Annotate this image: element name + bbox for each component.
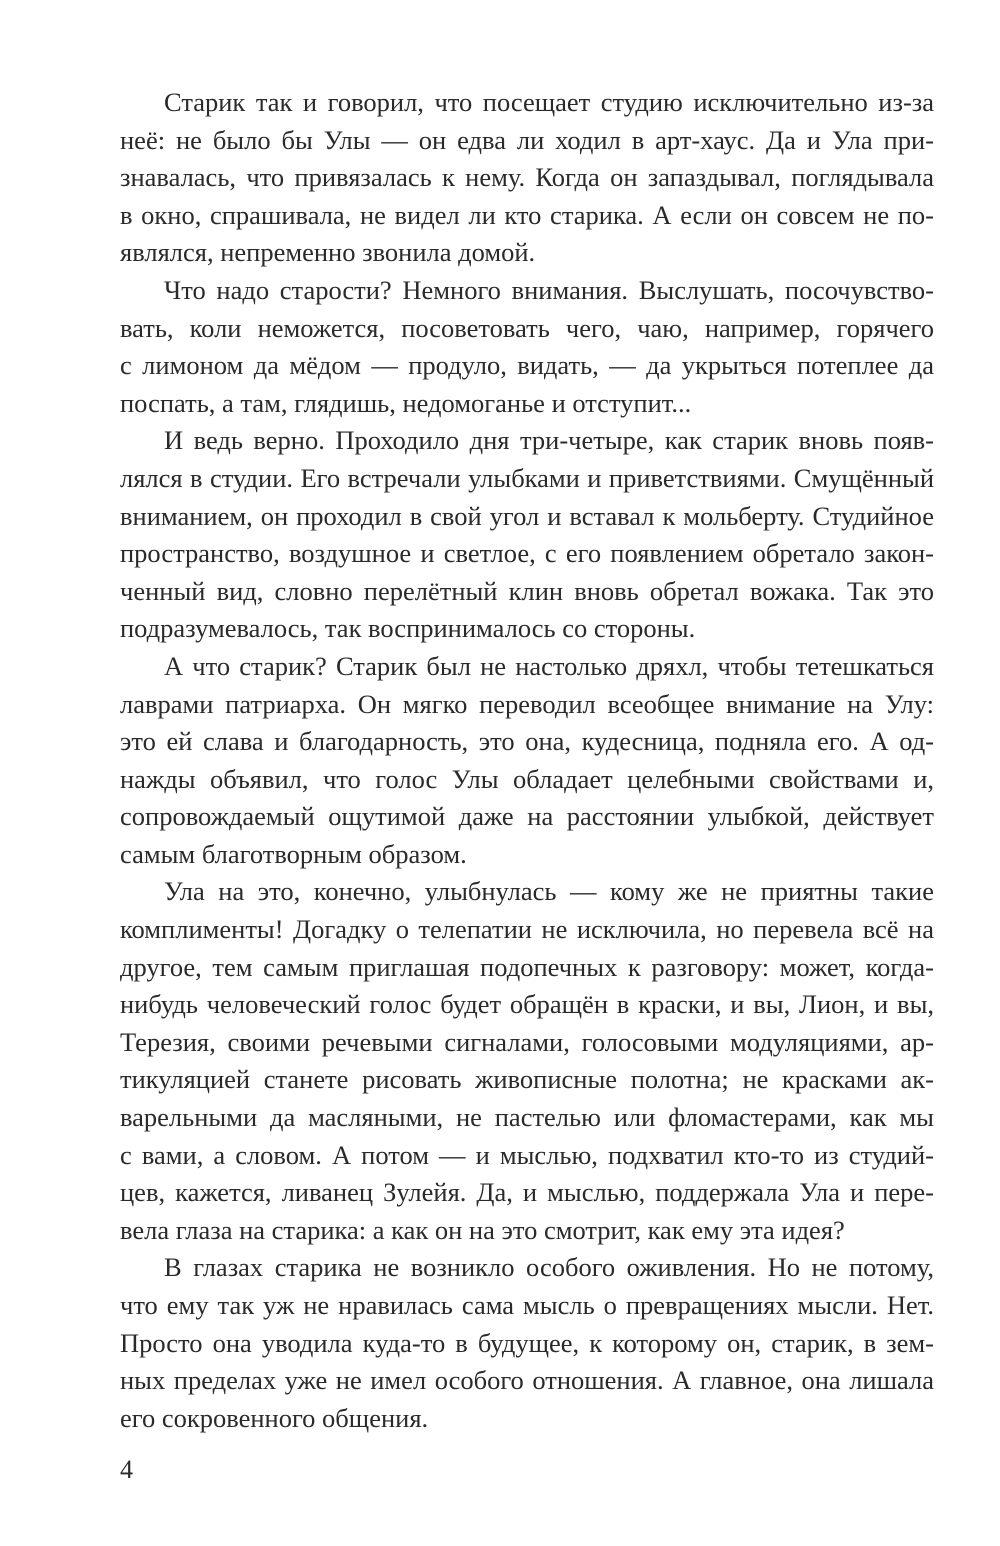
text-line: вать, коли неможется, посоветовать чего, чаю, например, горячего [120,312,934,343]
text-line: Просто она уводила куда-то в будущее, к которому он, старик, в зем- [120,1327,934,1358]
paragraph [120,84,934,272]
paragraph [120,272,934,422]
text-line: лялся в студии. Его встречали улыбками и приветствиями. Смущённый [120,462,934,493]
text-line: тикуляцией станете рисовать живописные полотна; не красками ак- [120,1064,934,1095]
text-line: Ула на это, конечно, улыбнулась — кому же не приятны такие [164,876,934,907]
text-line: варельными да масляными, не пастелью или фломастерами, как мы [120,1102,934,1133]
paragraph [120,648,934,874]
text-line: ченный вид, словно перелётный клин вновь обретал вожака. Так это [120,575,934,606]
text-line: ных пределах уже не имел особого отношения. А главное, она лишала [120,1365,934,1396]
text-line: Что надо старости? Немного внимания. Выслушать, посочувство- [164,274,934,305]
text-line: в окно, спрашивала, не видел ли кто старика. А если он совсем не по- [120,199,934,230]
text-line: В глазах старика не возникло особого оживления. Но не потому, [164,1252,934,1283]
text-line: комплименты! Догадку о телепатии не исключила, но перевела всё на [120,914,934,945]
text-line: неё: не было бы Улы — он едва ли ходил в арт-хаус. Да и Ула при- [120,124,934,155]
text-line: нажды объявил, что голос Улы обладает целебными свойствами и, [120,763,934,794]
text-line: другое, тем самым приглашая подопечных к разговору: может, когда- [120,951,934,982]
text-line: с вами, а словом. А потом — и мыслью, подхватил кто-то из студий- [120,1139,934,1170]
text-line: сопровождаемый ощутимой даже на расстоянии улыбкой, действует [120,801,934,832]
paragraph [120,1249,934,1437]
text-line: поспать, а там, глядишь, недомоганье и отступит... [120,387,692,418]
text-line: самым благотворным образом. [120,838,467,869]
text-line: И ведь верно. Проходило дня три-четыре, как старик вновь появ- [164,425,934,456]
text-line: нибудь человеческий голос будет обращён в краски, и вы, Лион, и вы, [120,989,934,1020]
text-line: А что старик? Старик был не настолько дряхл, чтобы тетешкаться [164,650,934,681]
body-text [120,84,934,1437]
text-line: вниманием, он проходил в свой угол и вставал к мольберту. Студийное [120,500,934,531]
text-line: цев, кажется, ливанец Зулейя. Да, и мыслью, поддержала Ула и пере- [120,1177,934,1208]
text-line: Старик так и говорил, что посещает студию исключительно из-за [164,87,934,117]
text-line: лаврами патриарха. Он мягко переводил всеобщее внимание на Улу: [120,688,934,719]
page-number: 4 [120,1455,133,1484]
text-line: что ему так уж не нравилась сама мысль о превращениях мысли. Нет. [120,1290,934,1320]
text-line: его сокровенного общения. [120,1402,429,1433]
text-line: Терезия, своими речевыми сигналами, голосовыми модуляциями, ар- [120,1026,934,1057]
paragraph [120,422,934,648]
paragraph [120,873,934,1249]
text-line: являлся, непременно звонила домой. [120,237,536,268]
text-line: вела глаза на старика: а как он на это смотрит, как ему эта идея? [120,1214,845,1245]
text-line: пространство, воздушное и светлое, с его появлением обретало закон- [120,538,934,569]
text-line: это ей слава и благодарность, это она, кудесница, подняла его. А од- [120,726,934,757]
text-line: подразумевалось, так воспринималось со стороны. [120,613,696,644]
text-line: знавалась, что привязалась к нему. Когда он запаздывал, поглядывала [120,162,934,193]
text-line: с лимоном да мёдом — продуло, видать, — да укрыться потеплее да [120,350,934,381]
